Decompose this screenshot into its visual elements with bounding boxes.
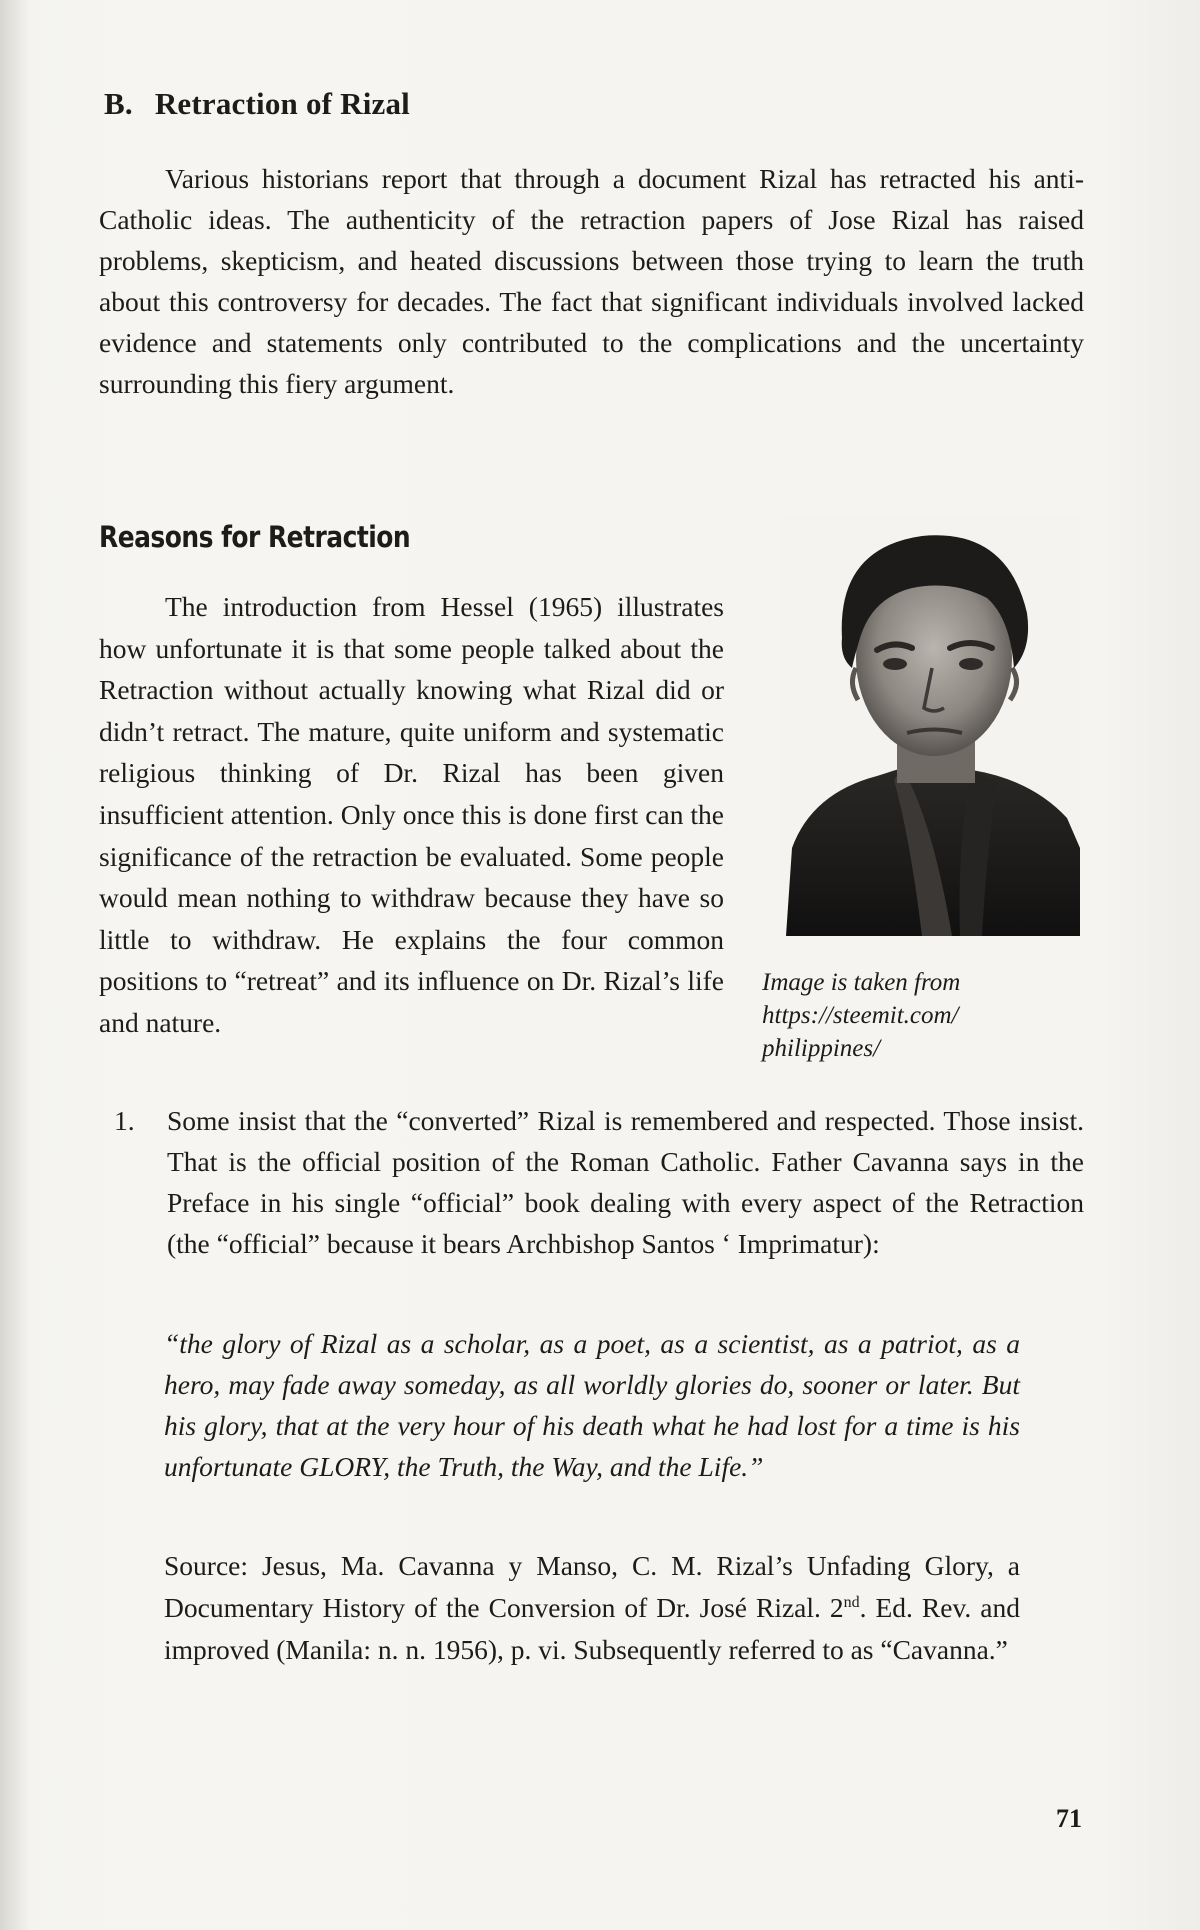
caption-line-3: philippines/ (762, 1035, 881, 1062)
numbered-list (114, 1100, 1084, 1264)
reasons-heading: Reasons for Retraction (99, 520, 411, 554)
section-title (104, 86, 410, 122)
source-text: Source: Jesus, Ma. Cavanna y Manso, C. M. Rizal’s Unfading Glory, a Documentary History of the Conversion of Dr. José Rizal. 2 (164, 1550, 1020, 1623)
ordinal-suffix: nd (843, 1593, 860, 1611)
page-number: 71 (1056, 1804, 1082, 1833)
intro-paragraph: Various historians report that through a document Rizal has retracted his anti-Catholic ideas. The authenticity of the retraction papers of Jose Rizal has raised problems, skepticism, and heated discussions between those trying to learn the truth about this controversy for decades. The fact that significant individuals involved lacked evidence and statements only contributed to the complications and the uncertainty surrounding this fiery argument. (99, 163, 1084, 399)
section-title-text: Retraction of Rizal (154, 86, 410, 121)
block-quote: “the glory of Rizal as a scholar, as a poet, as a scientist, as a patriot, as a hero, may fade away someday, as all worldly glories do, sooner or later. But his glory, that at the very hour of his death what he had lost for a time is his unfortunate GLORY, the Truth, the Way, and the Life.” (164, 1328, 1020, 1482)
caption-line-1: Image is taken from (762, 969, 961, 996)
rizal-portrait (782, 518, 1080, 936)
reasons-paragraph: The introduction from Hessel (1965) illustrates how unfortunate it is that some people talked about the Retraction without actually knowing what Rizal did or didn’t retract. The mature, quite uniform and systematic religious thinking of Dr. Rizal has been given insufficient attention. Only once this is done first can the significance of the retraction be evaluated. Some people would mean nothing to withdraw because they have so little to withdraw. He explains the four common positions to “retreat” and its influence on Dr. Rizal’s life and nature. (99, 591, 724, 1038)
source-citation (164, 1545, 1020, 1671)
section-letter: B. (104, 86, 133, 121)
list-item-number: 1. (114, 1105, 135, 1136)
list-item (114, 1100, 1084, 1264)
list-item-text: Some insist that the “converted” Rizal is remembered and respected. Those insist. That is the official position of the Roman Catholic. Father Cavanna says in the Preface in his single “official” book dealing with every aspect of the Retraction (the “official” because it bears Archbishop Santos ‘ Imprimatur): (167, 1105, 1084, 1259)
source-text-continued: . Ed. Rev. and improved (Manila: n. n. 1956), p. vi. Subsequently referred to as “Cavanna.” (164, 1592, 1020, 1665)
image-caption (762, 966, 1022, 1065)
caption-line-2: https://steemit.com/ (762, 1002, 959, 1029)
